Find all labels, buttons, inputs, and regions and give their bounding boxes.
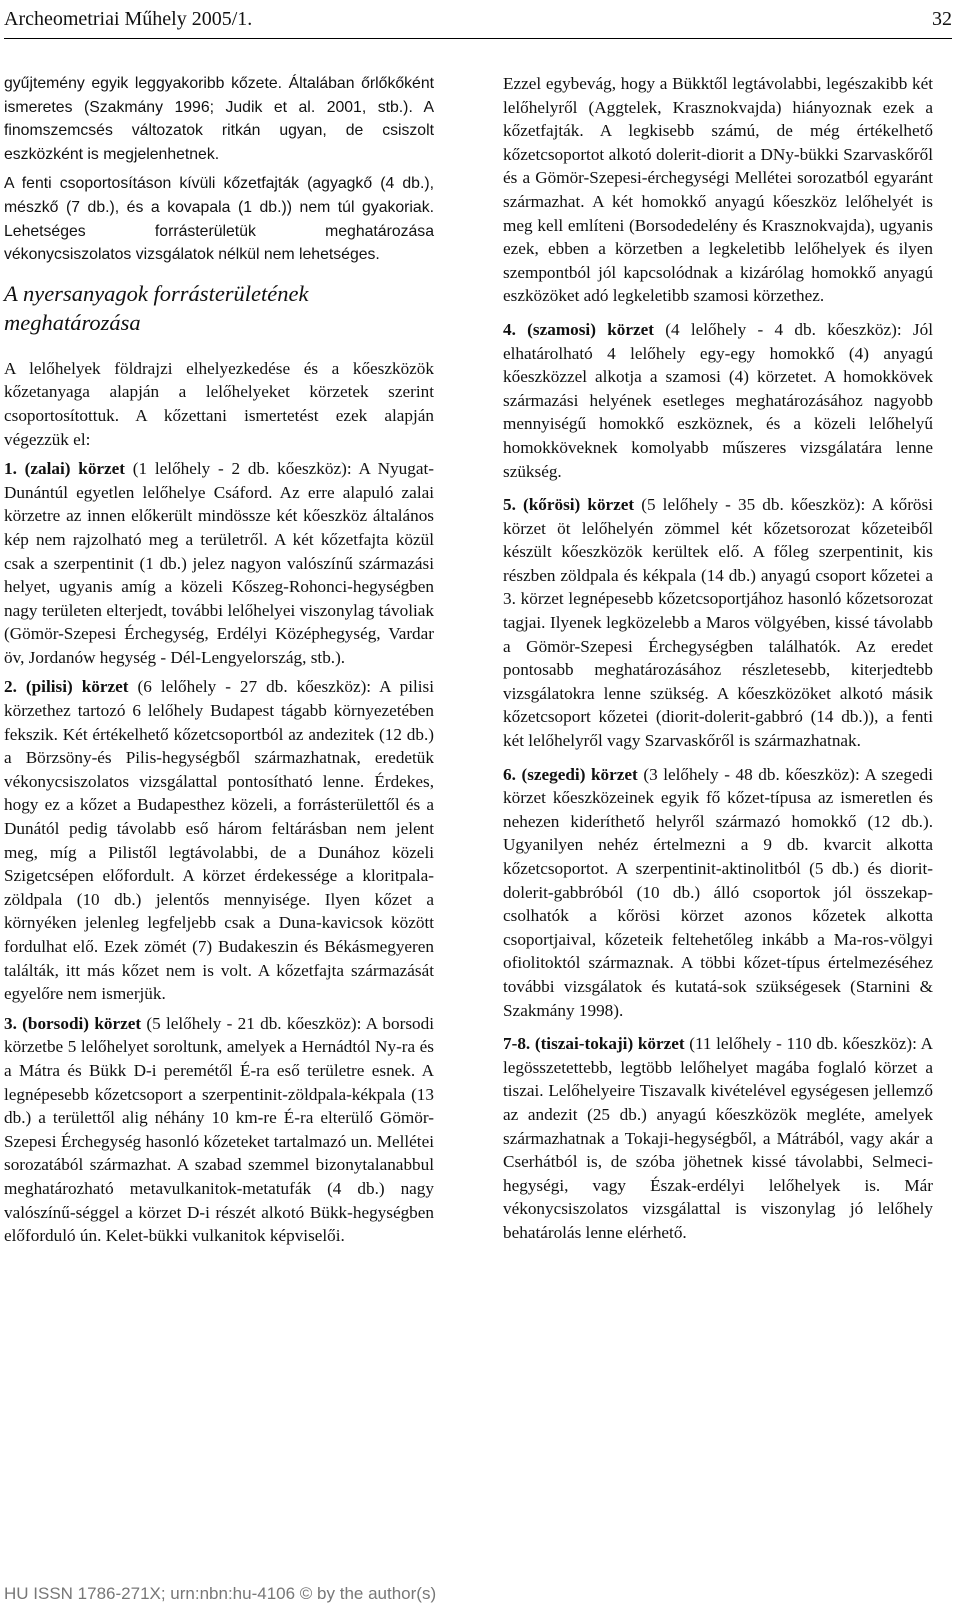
- district-text: (11 lelőhely - 110 db. kőeszköz): A legösszetettebb, legtöbb lelőhelyet magába foglaló körzet a tiszai. Lelőhelyeire Tiszavalk kivételével egységesen jellemző az andezit (25 db.) anyagú kőeszközök megléte, amelyek származhatnak a Tokaji-hegységből, a Mátrából, vagy akár a Cserhátból is, de szóba jöhetnek kissé távolabbi, Selmeci-hegységi, vagy Észak-erdélyi lelőhelyek is. Már vékonycsiszolatos vizsgálattal is viszonylag jó lelőhely behatárolás lenne elérhető.: [503, 1034, 934, 1242]
- district-paragraph: [4, 675, 434, 1005]
- page-number: 32: [932, 8, 952, 30]
- district-heading: 5. (kőrösi) körzet: [503, 495, 635, 515]
- district-heading: 6. (szegedi) körzet: [503, 764, 638, 784]
- district-heading: 7-8. (tiszai-tokaji) körzet: [503, 1034, 685, 1054]
- district-text: (4 lelőhely - 4 db. kőeszköz): Jól elhatárolható 4 lelőhely egy-egy homokkő (4) anyagú kőeszközzel alkotja a szamosi (4) körzetet. A homokkövek származási helyének esetleges meghatározásához nagyobb mennyiségű homokkő eszköznek, és a közeli lelőhelyű homokköveknek komolyabb műszeres vizsgálatára lenne szükség.: [503, 319, 933, 481]
- district-paragraph: [503, 1032, 933, 1244]
- section-heading: [4, 279, 434, 337]
- section-heading-line: meghatározása: [4, 309, 141, 335]
- district-paragraph: [503, 493, 933, 753]
- paragraph: Ezzel egybevág, hogy a Bükktől legtávolabbi, legészakibb két lelőhelyről (Aggtelek, Krasznokvajda) hiányoznak ezek a kőzetfajták. A legkisebb számú, de még értékelhető kőzetcsoportot alkotó dolerit-diorit a DNy-bükki Szarvaskőről és a Gömör-Szepesi-érchegységi Mellétei sorozatból egyaránt származhat. A két homokkő anyagú kőeszköz lelőhelyét is meg kell említeni (Borsodedelény és Krasznokvajda), ugyanis ezek, ebben a körzetben a legkeletibb lelőhelyek és ilyen szempontból jól kapcsolódnak a kizárólag homokkő anyagú eszközöket adó legkeletibb szamosi körzethez.: [503, 74, 933, 306]
- issn-footer: HU ISSN 1786-271X; urn:nbn:hu-4106 © by the author(s): [4, 1584, 437, 1603]
- district-text: (5 lelőhely - 35 db. kőeszköz): A kőrösi körzet öt lelőhelyén zömmel két kőzetsorozat kőzeteiből készült kőeszközök kerültek elő. A főleg szerpentinit, kis részben zöldpala és kékpala (14 db.) anyagú csoport kőzetei a 3. körzet legnépesebb kőzetcsoportjához hasonló kőzetsorozat tagjai. Ilyenek legközelebb a Maros völgyében, kissé távolabb a Gömör-Szepesi Érchegységben találhatók. Az eredet pontosabb meghatározásához részletesebb, kiterjedtebb vizsgálatokra lenne szükség. A kőeszközöket alkotó másik kőzetcsoport kőzetei (diorit-dolerit-gabbró (14 db.)), a fenti két lelőhelyről vagy Szarvaskőről is származhatnak.: [503, 495, 933, 751]
- district-paragraph: [4, 457, 434, 669]
- paragraph: gyűjtemény egyik leggyakoribb kőzete. Általában őrlőkőként ismeretes (Szakmány 1996; Judik et al. 2001, stb.). A finomszemcsés változatok ritkán ugyan, de csiszolt eszközként is megjelenhetnek.: [4, 75, 434, 163]
- district-text: (5 lelőhely - 21 db. kőeszköz): A borsodi körzetbe 5 lelőhelyet soroltunk, amelyek a Hernádtól Ny-ra és a Mátra és Bükk D-i peremétől É-ra eső területre esnek. A legnépesebb kőzetcsoport a szerpentinit-zöldpala-kékpala (13 db.) a területtől alig néhány 10 km-re É-ra elterülő Gömör-Szepesi Érchegység hasonló kőzeteket tartalmazó un. Mellétei sorozatából származhat. A szabad szemmel bizonytalanabbul meghatározható metavulkanitok-metatufák (4 db.) nagy valószínű-séggel a körzet D-i részét alkotó Bükk-hegységben előforduló ún. Kelet-bükki vulkanitok képviselői.: [4, 1013, 434, 1246]
- paragraph: A fenti csoportosításon kívüli kőzetfajták (agyagkő (4 db.), mészkő (7 db.), és a kovapala (1 db.)) nem túl gyakoriak. Lehetséges forrásterületük meghatározása vékonycsiszolatos vizsgálatok nélkül nem lehetséges.: [4, 175, 434, 264]
- district-heading: 3. (borsodi) körzet: [4, 1013, 142, 1033]
- district-text: (3 lelőhely - 48 db. kőeszköz): A szegedi körzet kőeszközeinek egyik fő kőzet-típusa az ismeretlen és nehezen kideríthető helyről származó homokkő (12 db.). Ugyanilyen nehéz értelmezni a 9 db. kvarcit alkotta kőzetcsoportot. A szerpentinit-aktinolitból (5 db.) és diorit-dolerit-gabbróból (10 db.) álló csoportok jól összekap-csolhatók a kőrösi körzet azonos kőzetek alkotta csoportjaival, kőzeteik feltehetőleg inkább a Ma-ros-völgyi ofiolitoktól származnak. A többi kőzet-típus értelmezéséhez további vizsgálatok és kutatá-sok szükségesek (Starnini & Szakmány 1998).: [503, 764, 933, 1020]
- district-heading: 4. (szamosi) körzet: [503, 319, 654, 339]
- district-paragraph: [4, 1012, 434, 1248]
- district-text: (1 lelőhely - 2 db. kőeszköz): A Nyugat-Dunántúl egyetlen lelőhelye Csáford. Az erre alapuló zalai körzetre az innen előkerült mindössze két kőeszköz általános kép nem rajzolható meg a területről. A két kőzetfajta közül csak a szerpentinit (1 db.) jelez nagyon valószínű származási helyet, ugyanis amíg a közeli Kőszeg-Rohonci-hegységben nagy területen elterjedt, további lelőhelyei viszonylag távoliak (Gömör-Szepesi Érchegység, Erdélyi Középhegység, Vardar öv, Jordanów hegység - Dél-Lengyelország, stb.).: [4, 459, 434, 667]
- journal-title: Archeometriai Műhely 2005/1.: [4, 8, 253, 30]
- left-column: [4, 72, 434, 1254]
- running-header: [4, 4, 952, 39]
- district-text: (6 lelőhely - 27 db. kőeszköz): A pilisi körzethez tartozó 6 lelőhely Budapest tágabb környezetében fekszik. Két értékelhető kőzetcsoportból az andezitek (12 db.) a Börzsöny-és Pilis-hegységből származhatnak, eredetük vékonycsiszolatos vizsgálattal pontosítható lenne. Érdekes, hogy ez a kőzet a Budapesthez közeli, a forrásterülettől és a Dunától pedig távolabb eső három feltárásban nem jelent meg, míg a Pilistől legtávolabbi, de a Dunához közeli Szigetcsépen előfordult. A körzet érdekessége a kloritpala-zöldpala (10 db.) jelentős mennyisége. Ilyen kőzet a környéken jelenleg legfeljebb csak a Duna-kavicsok között fordulhat elő. Ezek zömét (7) Budakeszin és Békásmegyeren találták, itt más kőzet nem is volt. A kőzetfajta származását egyelőre nem ismerjük.: [4, 677, 434, 1004]
- district-heading: 1. (zalai) körzet: [4, 459, 126, 479]
- paragraph: A lelőhelyek földrajzi elhelyezkedése és a kőeszközök kőzetanyaga alapján a lelőhelyeket körzetek szerint csoportosítottuk. A kőzettani ismertetést ezek alapján végezzük el:: [4, 358, 434, 449]
- section-heading-line: A nyersanyagok forrásterületének: [4, 280, 309, 306]
- district-paragraph: [503, 763, 933, 1023]
- right-column: [503, 72, 933, 1255]
- district-heading: 2. (pilisi) körzet: [4, 677, 129, 697]
- district-paragraph: [503, 318, 933, 483]
